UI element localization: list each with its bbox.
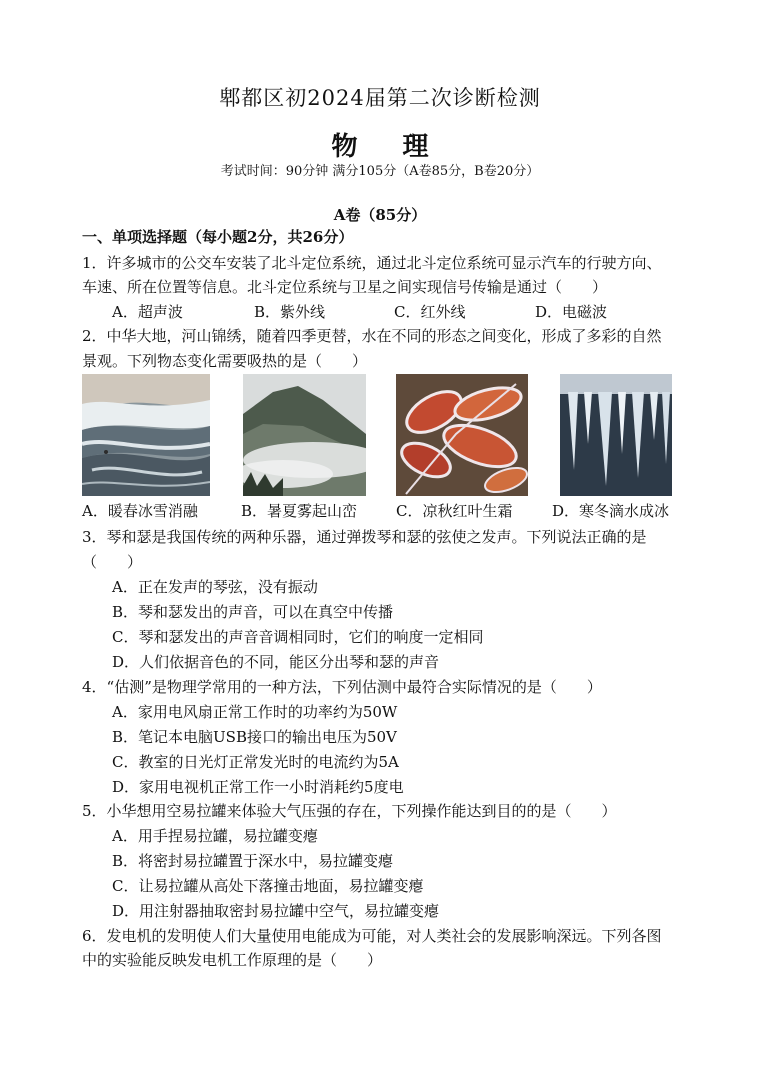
q3-line2: （ ） xyxy=(82,553,143,571)
exam-info: 考试时间：90分钟 满分105分（A卷85分，B卷20分） xyxy=(220,164,540,179)
q2-caption-d: D．寒冬滴水成冰 xyxy=(552,502,670,520)
q4-option-b: B．笔记本电脑USB接口的输出电压为50V xyxy=(112,728,397,746)
q5-option-c: C．让易拉罐从高处下落撞击地面，易拉罐变瘪 xyxy=(112,877,424,895)
q5-option-b: B．将密封易拉罐置于深水中，易拉罐变瘪 xyxy=(112,852,394,870)
q3-line1: 3．琴和瑟是我国传统的两种乐器，通过弹拨琴和瑟的弦使之发声。下列说法正确的是 xyxy=(82,528,647,546)
q5-line1: 5．小华想用空易拉罐来体验大气压强的存在，下列操作能达到目的的是（ ） xyxy=(82,802,617,820)
q1-line1: 1．许多城市的公交车安装了北斗定位系统，通过北斗定位系统可显示汽车的行驶方向、 xyxy=(82,254,662,272)
q5-option-d: D．用注射器抽取密封易拉罐中空气，易拉罐变瘪 xyxy=(112,902,440,920)
q1-option-d: D．电磁波 xyxy=(535,303,608,321)
q3-option-d: D．人们依据音色的不同，能区分出琴和瑟的声音 xyxy=(112,653,440,671)
q6-line1: 6．发电机的发明使人们大量使用电能成为可能，对人类社会的发展影响深远。下列各图 xyxy=(82,927,662,945)
q1-option-a: A．超声波 xyxy=(112,303,183,321)
q2-line1: 2．中华大地，河山锦绣，随着四季更替，水在不同的形态之间变化，形成了多彩的自然 xyxy=(82,327,662,345)
q5-option-a: A．用手捏易拉罐，易拉罐变瘪 xyxy=(112,827,318,845)
q2-caption-b: B．暑夏雾起山峦 xyxy=(241,502,358,520)
frost-leaves-image xyxy=(396,374,528,496)
icicles-image xyxy=(560,374,672,496)
q4-line1: 4．“估测”是物理学常用的一种方法，下列估测中最符合实际情况的是（ ） xyxy=(82,678,602,696)
q3-option-c: C．琴和瑟发出的声音音调相同时，它们的响度一定相同 xyxy=(112,628,484,646)
q3-option-b: B．琴和瑟发出的声音，可以在真空中传播 xyxy=(112,603,394,621)
q2-caption-a: A．暖春冰雪消融 xyxy=(82,502,198,520)
fog-mountain-image xyxy=(243,374,366,496)
subject-title: 物 理 xyxy=(331,132,447,162)
exam-title: 郫都区初2024届第二次诊断检测 xyxy=(219,86,541,110)
q2-line2: 景观。下列物态变化需要吸热的是（ ） xyxy=(82,352,368,370)
q1-option-b: B．紫外线 xyxy=(254,303,326,321)
q1-line2: 车速、所在位置等信息。北斗定位系统与卫星之间实现信号传输是通过（ ） xyxy=(82,278,608,296)
q4-option-d: D．家用电视机正常工作一小时消耗约5度电 xyxy=(112,778,404,796)
q1-option-c: C．红外线 xyxy=(394,303,466,321)
q4-option-a: A．家用电风扇正常工作时的功率约为50W xyxy=(112,703,398,721)
melting-snow-image xyxy=(82,374,210,496)
section-title: A卷（85分） xyxy=(333,206,427,224)
q3-option-a: A．正在发声的琴弦，没有振动 xyxy=(112,578,318,596)
q2-caption-c: C．凉秋红叶生霜 xyxy=(396,502,513,520)
q6-line2: 中的实验能反映发电机工作原理的是（ ） xyxy=(82,951,383,969)
part-heading: 一、单项选择题（每小题2分，共26分） xyxy=(82,228,354,246)
q4-option-c: C．教室的日光灯正常发光时的电流约为5A xyxy=(112,753,399,771)
